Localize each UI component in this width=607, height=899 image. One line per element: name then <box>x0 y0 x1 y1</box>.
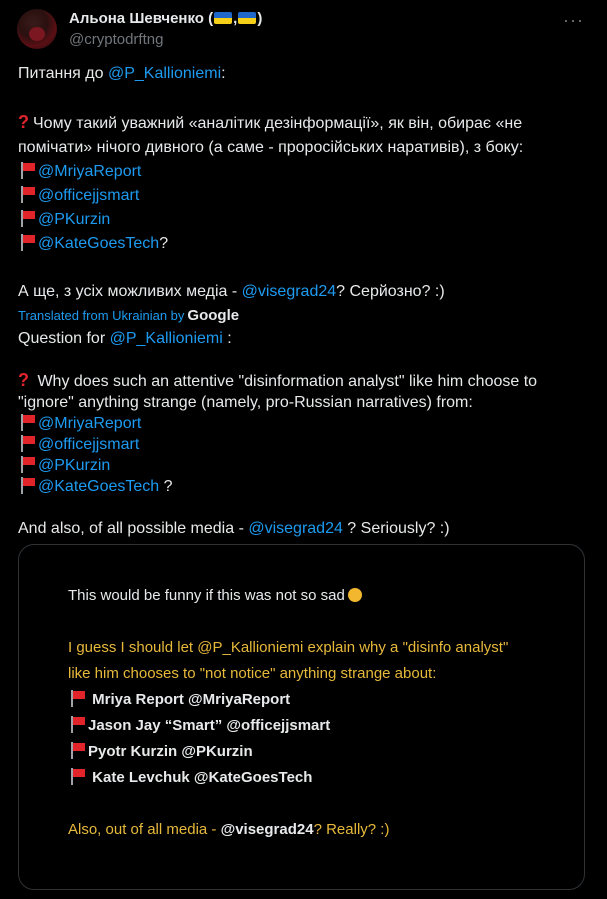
mention-link[interactable]: @MriyaReport <box>38 163 142 180</box>
mention-link[interactable]: @PKurzin <box>38 457 111 474</box>
mention-line <box>18 434 593 455</box>
red-flag-icon <box>68 741 86 759</box>
mention-line <box>18 160 593 184</box>
ukraine-flag-icon <box>214 12 232 24</box>
more-options-icon[interactable]: ··· <box>563 10 584 30</box>
red-flag-icon <box>68 689 86 707</box>
mention-link[interactable]: @visegrad24 <box>241 283 337 300</box>
attached-image[interactable] <box>18 544 585 890</box>
mention-link[interactable]: @KateGoesTech <box>38 235 160 252</box>
image-list-item: Jason Jay “Smart” @officejjsmart <box>68 713 568 739</box>
red-flag-icon <box>18 455 36 473</box>
mention-line <box>18 208 593 232</box>
image-line: I guess I should let @P_Kallioniemi explain why a "disinfo analyst" <box>68 639 509 656</box>
mention-link[interactable]: @KateGoesTech <box>38 478 160 495</box>
mention-line: @KateGoesTech ? <box>18 476 593 497</box>
mention-link[interactable]: @officejjsmart <box>38 436 140 453</box>
question-intro: Питання до @P_Kallionіemi: <box>18 65 226 82</box>
red-flag-icon <box>68 715 86 733</box>
question-intro: Question for @P_Kallionіemi : <box>18 330 232 347</box>
mention-line <box>18 184 593 208</box>
closing-line: And also, of all possible media - @visegrad24 ? Seriously? :) <box>18 520 450 537</box>
red-flag-icon <box>18 161 36 179</box>
face-palm-emoji-icon <box>348 588 362 602</box>
mention-link[interactable]: @PKurzin <box>38 211 111 228</box>
mention-link[interactable]: @visegrad24 <box>248 520 343 537</box>
red-flag-icon <box>68 767 86 785</box>
google-logo: Google <box>187 307 240 324</box>
mention-link[interactable]: @P_Kallionіemi <box>109 330 223 347</box>
question-text: ? Чому такий уважний «аналітик дезінформації», як він, обирає «не помічати» нічого дивного (а саме - проросійських наративів), з боку: <box>18 112 524 156</box>
red-flag-icon <box>18 233 36 251</box>
image-list-item: Pyotr Kurzin @PKurzin <box>68 739 568 765</box>
red-flag-icon <box>18 413 36 431</box>
closing-line: А ще, з усіх можливих медіа - @visegrad24? Серйозно? :) <box>18 283 445 300</box>
image-list-item: Kate Levchuk @KateGoesTech <box>68 765 568 791</box>
red-flag-icon <box>18 434 36 452</box>
image-list-item: Mriya Report @MriyaReport <box>68 687 568 713</box>
translated-text <box>18 328 593 539</box>
mention-link[interactable]: @P_Kallionіemi <box>107 65 222 82</box>
red-question-icon: ? <box>18 112 29 132</box>
image-text-content <box>68 583 568 843</box>
mention-line: @KateGoesTech? <box>18 232 593 256</box>
red-flag-icon <box>18 209 36 227</box>
mention-line <box>18 455 593 476</box>
image-line: This would be funny if this was not so sad <box>68 583 568 609</box>
question-text: ? Why does such an attentive "disinformation analyst" like him choose to "ignore" anything strange (namely, pro-Russian narratives) from: <box>18 370 538 411</box>
red-flag-icon <box>18 476 36 494</box>
red-question-icon: ? <box>18 370 29 390</box>
tweet-text <box>18 62 593 304</box>
mention-link[interactable]: @MriyaReport <box>38 415 142 432</box>
image-line: like him chooses to "not notice" anything strange about: <box>68 665 437 682</box>
image-line: Also, out of all media - @visegrad24? Really? :) <box>68 821 390 838</box>
mention-link[interactable]: @officejjsmart <box>38 187 140 204</box>
avatar[interactable] <box>17 9 57 49</box>
display-name[interactable]: Альона Шевченко ( , ) <box>69 10 263 27</box>
handle[interactable]: @cryptodrftng <box>69 31 164 48</box>
red-flag-icon <box>18 185 36 203</box>
mention-line <box>18 413 593 434</box>
translation-attribution[interactable]: Translated from Ukrainian by Google <box>18 307 240 324</box>
ukraine-flag-icon <box>238 12 256 24</box>
